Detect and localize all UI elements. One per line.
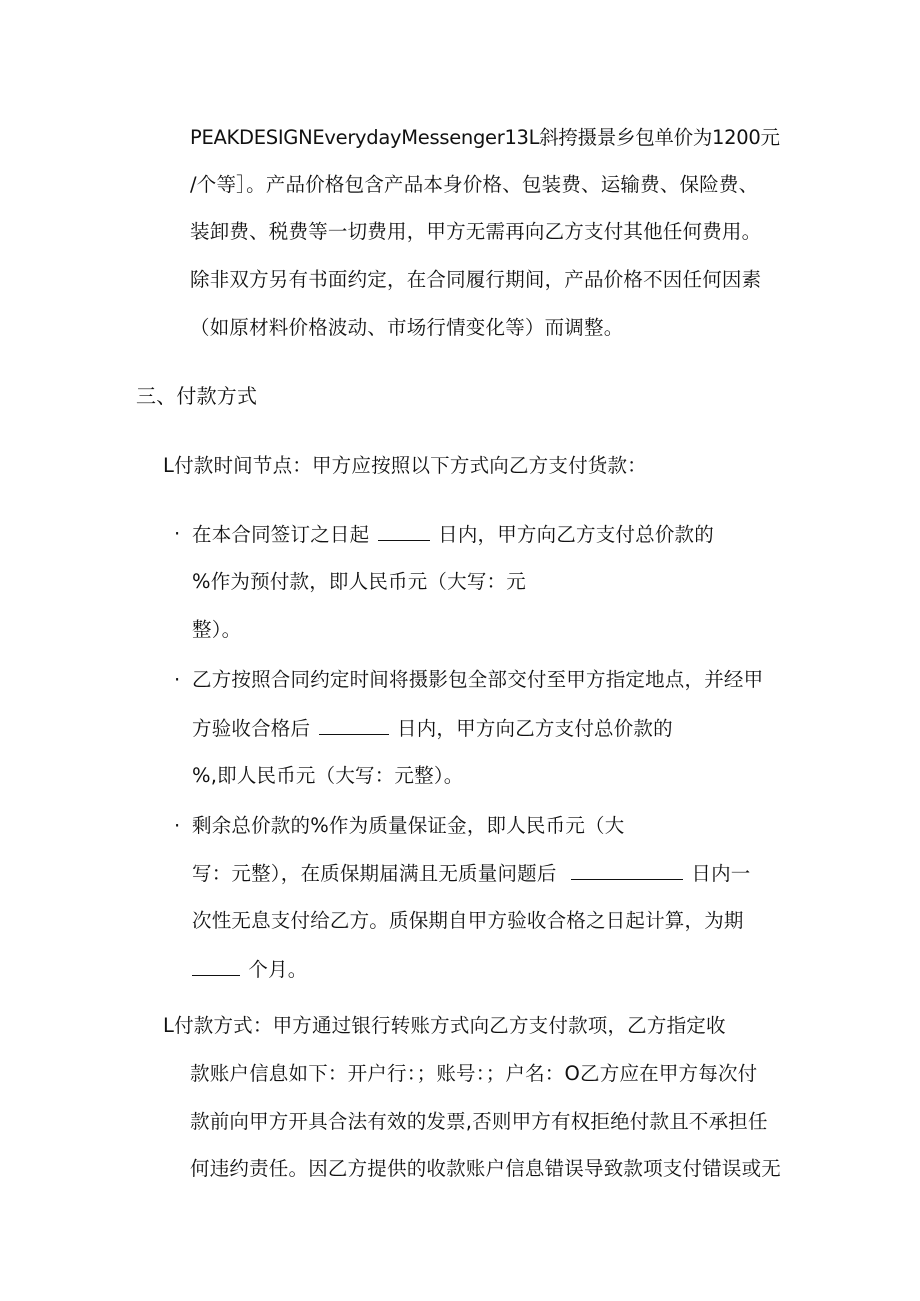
payment-method-line-3: 款前向甲方开具合法有效的发票,否则甲方有权拒绝付款且不承担任 (190, 1110, 768, 1133)
bullet-2-line-1: 乙方按照合同约定时间将摄影包全部交付至甲方指定地点，并经甲 (192, 668, 764, 691)
intro-line-4: 除非双方另有书面约定，在合同履行期间，产品价格不因任何因素 (190, 268, 762, 291)
bullet-3-line-4-post: 个月。 (248, 958, 308, 981)
bullet-2-line-2-pre: 方验收合格后 (192, 717, 311, 740)
payment-method-line-1: L付款方式：甲方通过银行转账方式向乙方支付款项，乙方指定收 (163, 1014, 726, 1037)
bullet-2-line-2 (192, 714, 673, 743)
bullet-3-marker: · (174, 814, 181, 837)
days-blank-field[interactable] (319, 714, 389, 735)
bullet-3-line-4 (192, 955, 308, 984)
bullet-1-line-3: 整）。 (192, 618, 242, 641)
section-heading: 三、付款方式 (136, 384, 258, 408)
bullet-2-marker: · (174, 668, 181, 691)
bullet-3-line-1: 剩余总价款的%作为质量保证金，即人民币元（大 (192, 814, 625, 837)
payment-timing-title: L付款时间节点：甲方应按照以下方式向乙方支付货款： (163, 454, 647, 477)
intro-line-2: /个等］。产品价格包含产品本身价格、包装费、运输费、保险费、 (190, 173, 759, 196)
bullet-2-line-2-post: 日内，甲方向乙方支付总价款的 (397, 717, 673, 740)
bullet-2-line-3: %,即人民币元（大写：元整）。 (192, 764, 464, 787)
bullet-1-marker: · (174, 522, 181, 545)
bullet-3-line-2-post: 日内一 (691, 862, 751, 885)
intro-line-5: （如原材料价格波动、市场行情变化等）而调整。 (190, 316, 624, 339)
bullet-1-line-2: %作为预付款，即人民币元（大写：元 (192, 570, 526, 593)
bullet-3-line-2-pre: 写：元整），在质保期届满且无质量问题后 (192, 862, 557, 885)
bullet-1-line-1 (192, 520, 714, 549)
months-blank-field[interactable] (192, 955, 240, 976)
days-blank-field[interactable] (571, 859, 683, 880)
bullet-1-line-1-post: 日内，甲方向乙方支付总价款的 (438, 523, 714, 546)
payment-method-line-2: 款账户信息如下：开户行：；账号：；户名：O乙方应在甲方每次付 (190, 1062, 758, 1085)
payment-method-line-4: 何违约责任。因乙方提供的收款账户信息错误导致款项支付错误或无 (190, 1157, 782, 1180)
days-blank-field[interactable] (378, 520, 430, 541)
bullet-1-line-1-pre: 在本合同签订之日起 (192, 523, 370, 546)
intro-line-3: 装卸费、税费等一切费用，甲方无需再向乙方支付其他任何费用。 (190, 220, 762, 243)
bullet-3-line-3: 次性无息支付给乙方。质保期自甲方验收合格之日起计算，为期 (192, 909, 744, 932)
intro-line-1: PEAKDESIGNEverydayMessenger13L斜挎摄景乡包单价为1200元 (190, 126, 780, 149)
bullet-3-line-2 (192, 859, 750, 888)
